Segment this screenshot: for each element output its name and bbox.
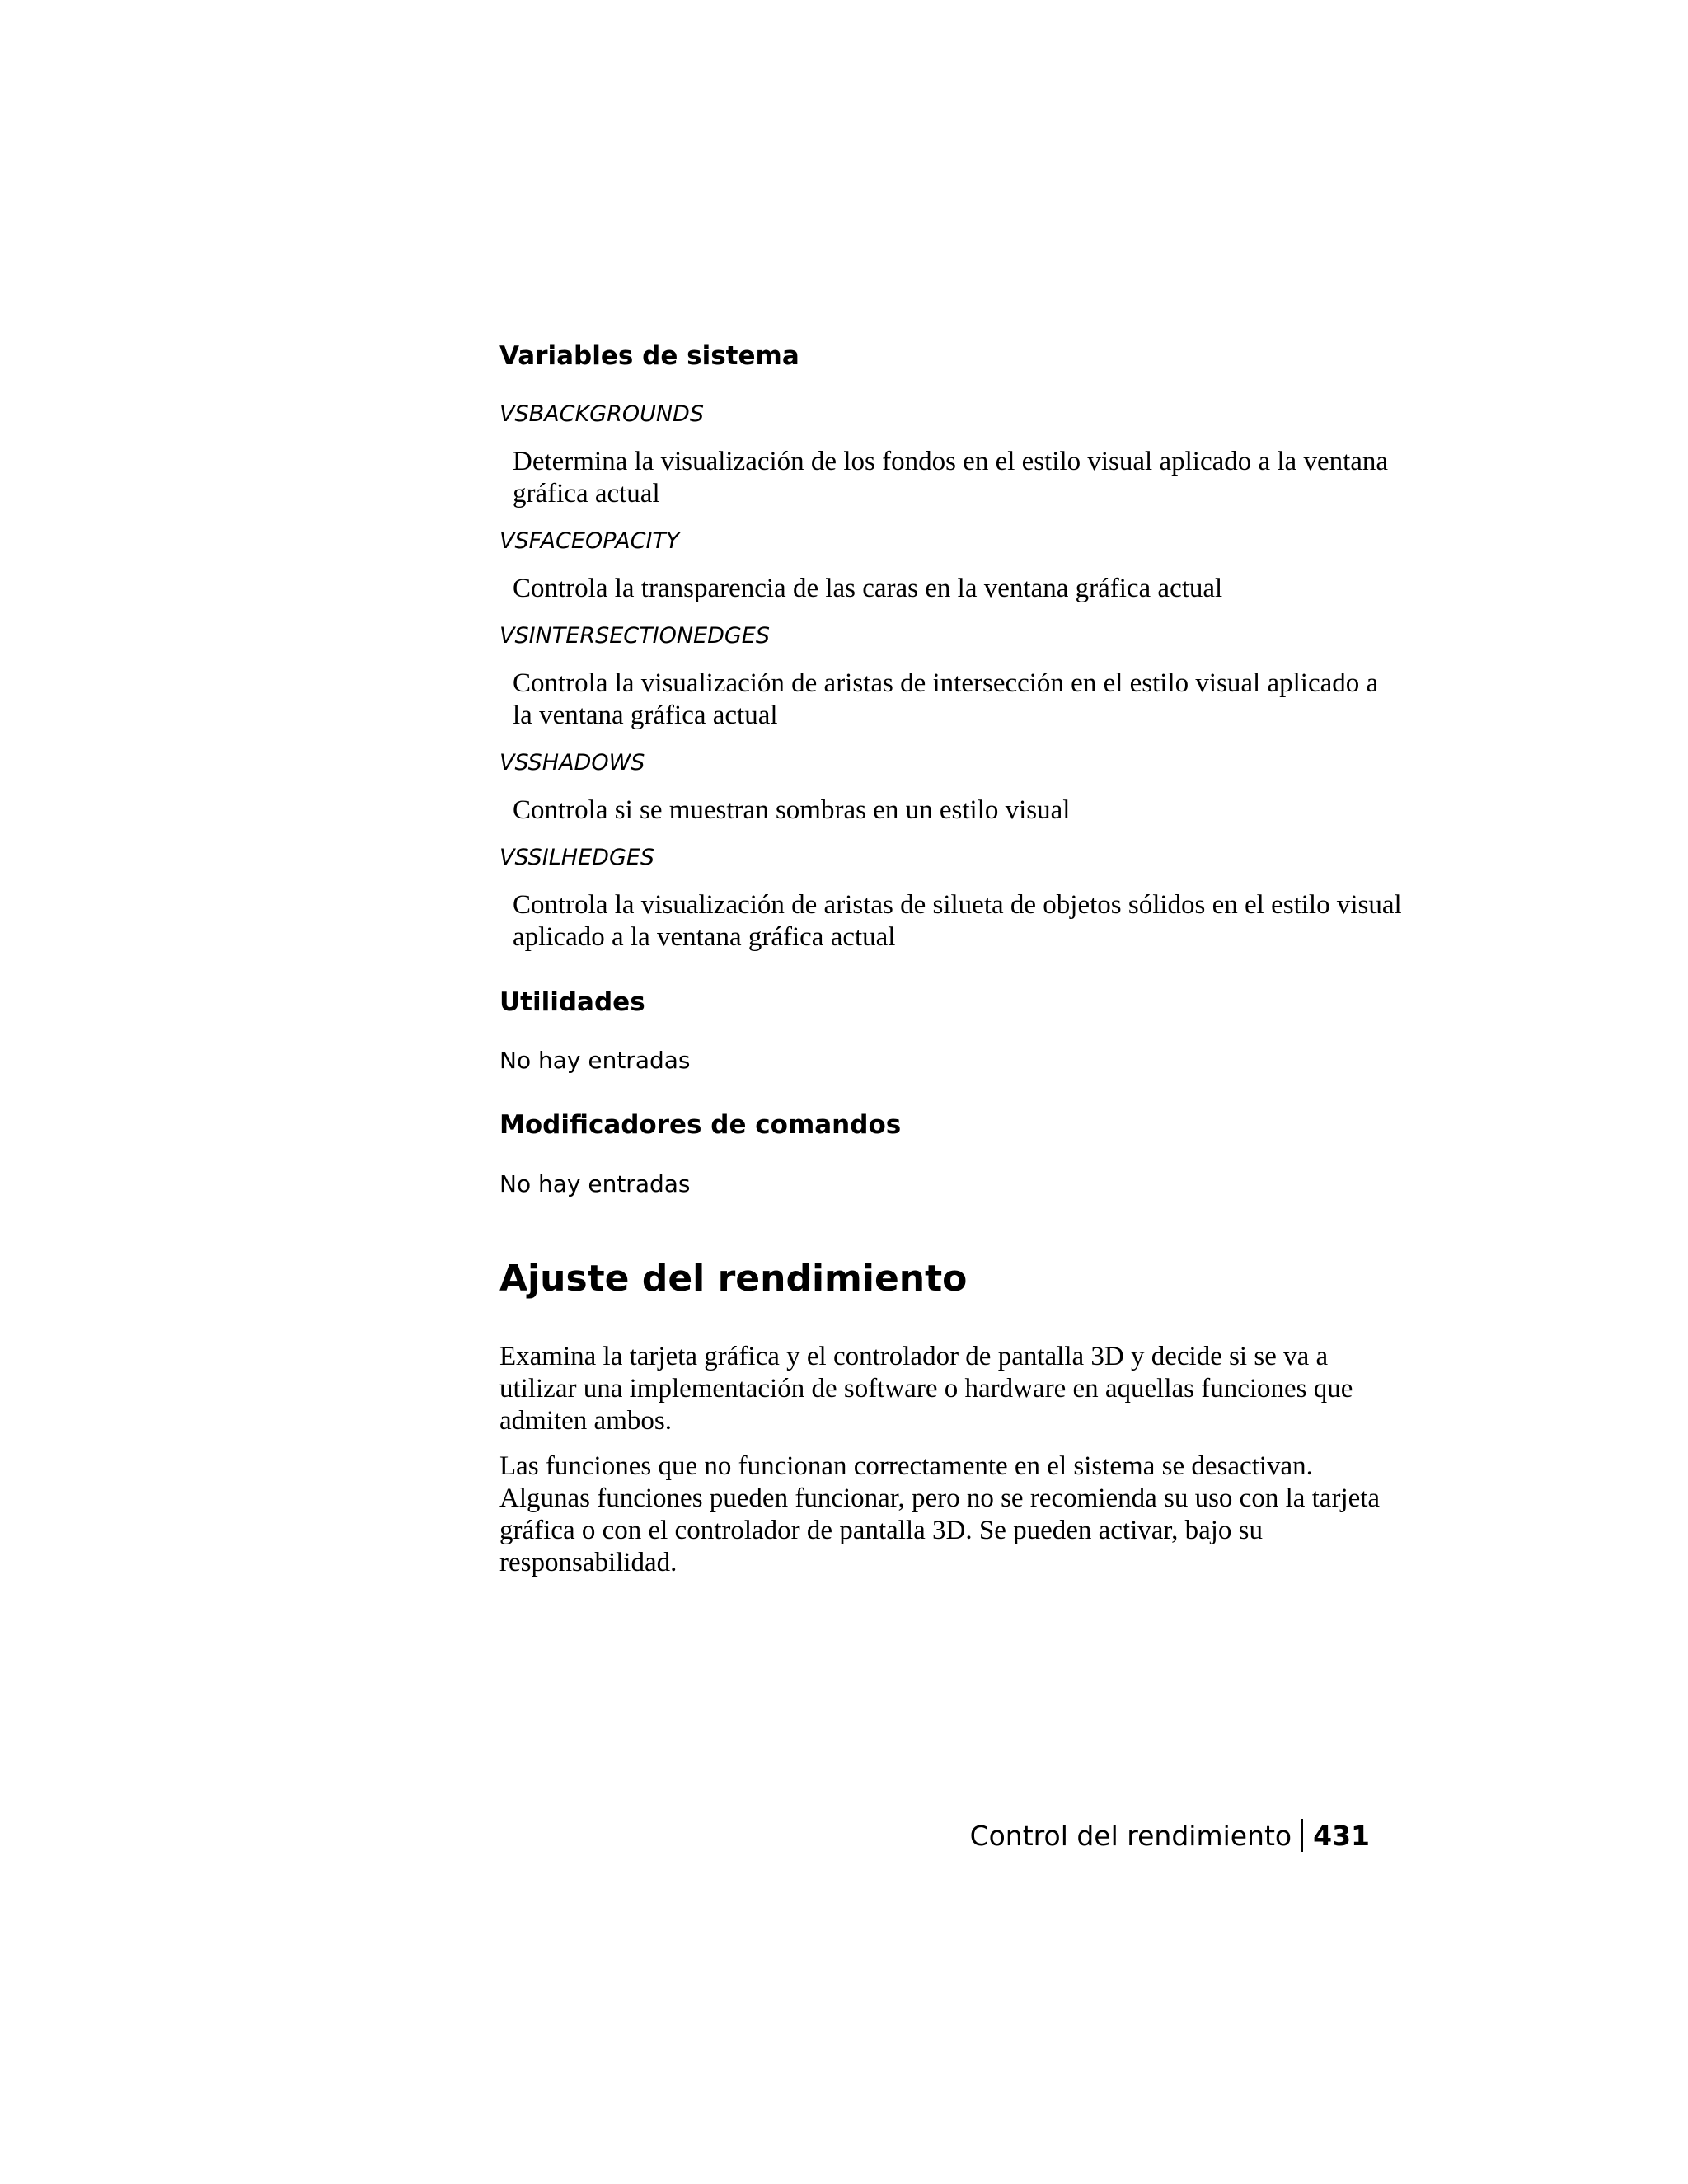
footer-chapter-title: Control del rendimiento <box>969 1820 1292 1852</box>
variable-name: VSBACKGROUNDS <box>499 401 704 427</box>
section-heading-command-modifiers: Modificadores de comandos <box>499 1110 902 1140</box>
paragraph: Examina la tarjeta gráfica y el controlador de pantalla 3D y decide si se va a utilizar una implementación de software o hardware en aquellas funciones que admiten ambos. <box>499 1342 1353 1436</box>
page-footer <box>970 1818 1370 1854</box>
variable-description: Controla la transparencia de las caras en la ventana gráfica actual <box>513 574 1223 603</box>
section-heading-utilities: Utilidades <box>499 987 645 1017</box>
section-heading-system-variables: Variables de sistema <box>499 341 799 371</box>
footer-separator <box>1301 1819 1303 1852</box>
variable-description: Controla la visualización de aristas de silueta de objetos sólidos en el estilo visual aplicado a la ventana gráfica actual <box>513 890 1402 952</box>
variable-name: VSFACEOPACITY <box>499 528 680 554</box>
variable-name: VSINTERSECTIONEDGES <box>499 623 771 649</box>
variable-name: VSSHADOWS <box>499 750 645 776</box>
variable-description: Determina la visualización de los fondos en el estilo visual aplicado a la ventana gráfica actual <box>513 447 1389 509</box>
variable-description: Controla la visualización de aristas de intersección en el estilo visual aplicado a la ventana gráfica actual <box>513 668 1379 730</box>
variable-description: Controla si se muestran sombras en un estilo visual <box>513 795 1071 825</box>
utilities-text: No hay entradas <box>499 1047 691 1074</box>
variable-name: VSSILHEDGES <box>499 845 655 870</box>
modifiers-text: No hay entradas <box>499 1170 691 1197</box>
section-title-performance: Ajuste del rendimiento <box>499 1258 968 1300</box>
paragraph: Las funciones que no funcionan correctamente en el sistema se desactivan. Algunas funciones pueden funcionar, pero no se recomienda su uso con la tarjeta gráfica o con el controlador de pantalla 3D. Se pueden activar, bajo su responsabilidad. <box>499 1451 1381 1577</box>
page-number: 431 <box>1313 1820 1370 1852</box>
